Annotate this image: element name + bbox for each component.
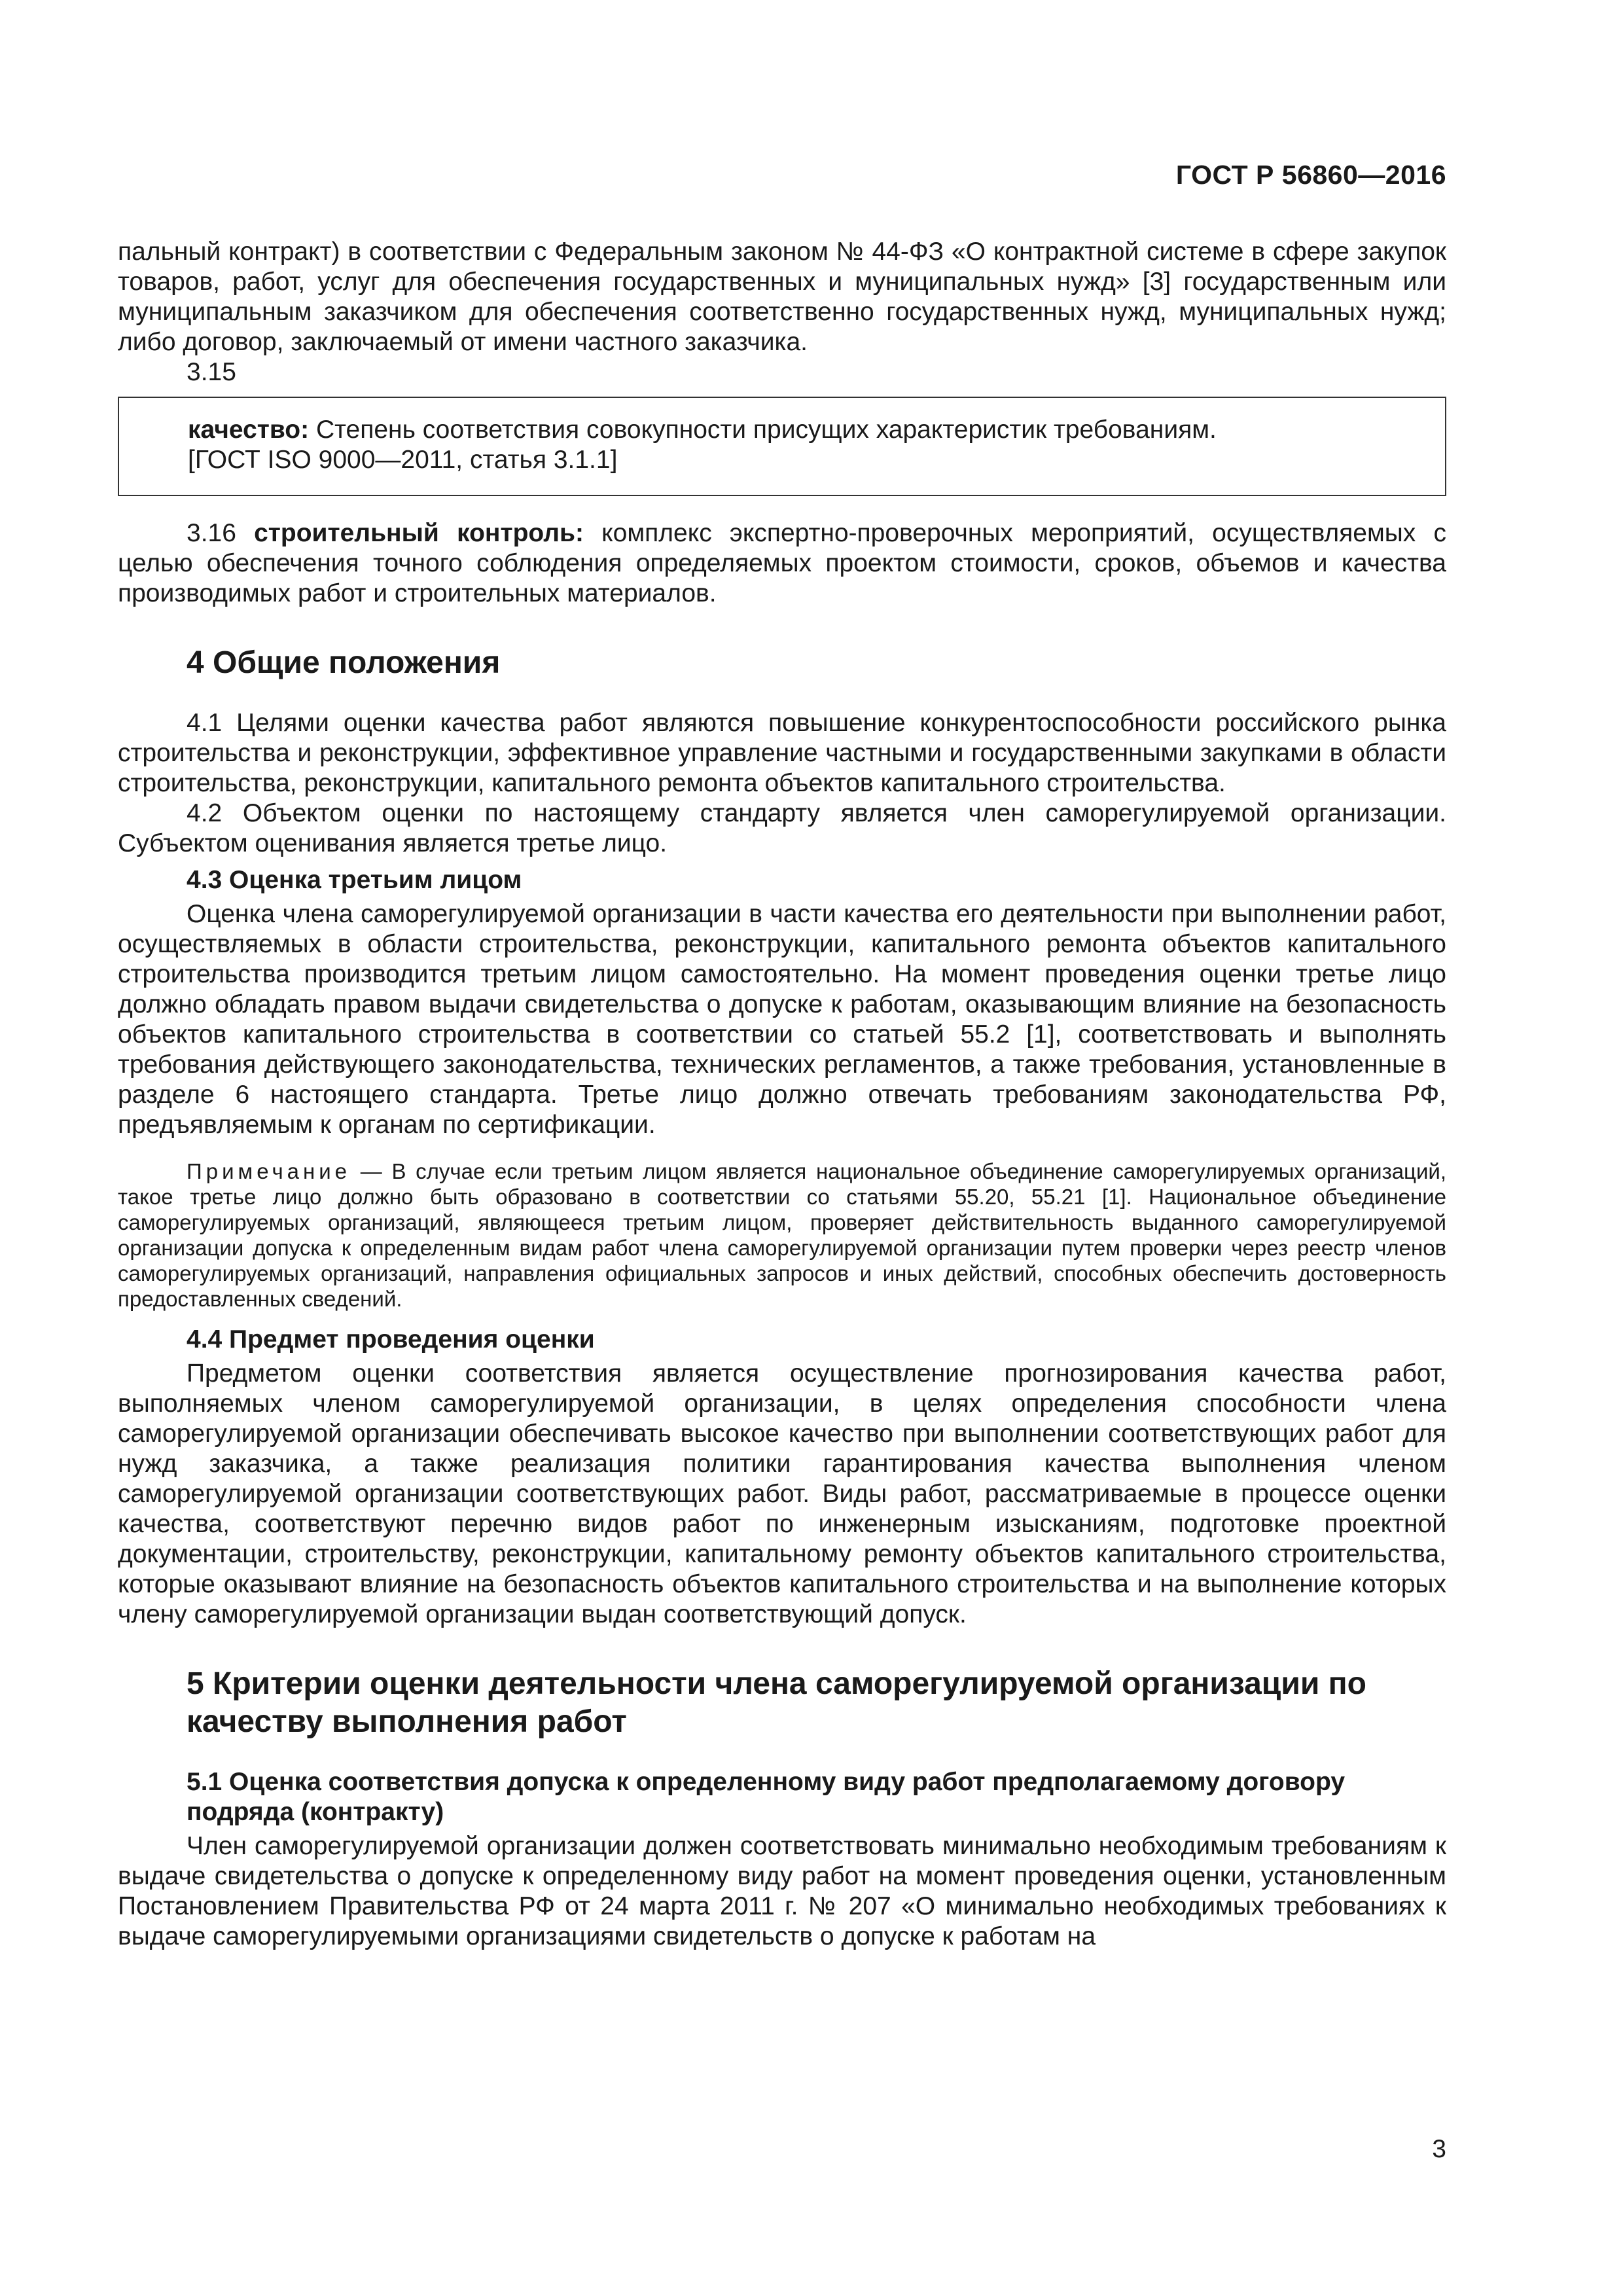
definition-box-3-15 — [118, 397, 1446, 496]
document-header-id: ГОСТ Р 56860—2016 — [1175, 160, 1446, 190]
definition-source: [ГОСТ ISO 9000—2011, статья 3.1.1] — [188, 446, 618, 474]
clause-4-1: 4.1 Целями оценки качества работ являются повышение конкурентоспособности российского рынка строительства и реконструкции, эффективное управление частными и государственными закупками в области строительства, реконструкции, капитального ремонта объектов капитального строительства. — [118, 709, 1446, 797]
clause-5-1-text: Член саморегулируемой организации должен соответствовать минимально необходимым требованиям к выдаче свидетельства о допуске к определенному виду работ на момент проведения оценки, установленным Постановлением Правительства РФ от 24 марта 2011 г. № 207 «О минимально необходимых требованиях к выдаче саморегулируемыми организациями свидетельств о допуске к работам на — [118, 1832, 1446, 1950]
clause-text: комплекс экспертно-проверочных мероприятий, осуществляемых с целью обеспечения точного соблюдения определяемых проектом стоимости, сроков, объемов и качества производимых работ и строительных материалов. — [118, 519, 1446, 607]
clause-number: 3.16 — [187, 519, 255, 547]
page-number: 3 — [1432, 2135, 1446, 2163]
section-5-heading: 5 Критерии оценки деятельности члена саморегулируемой организации по качеству выполнения работ — [187, 1666, 1366, 1739]
clause-4-4-text: Предметом оценки соответствия является осуществление прогнозирования качества работ, выполняемых членом саморегулируемой организации, в целях определения способности члена саморегулируемой организации обеспечивать высокое качество при выполнении соответствующих работ для нужд заказчика, а также реализация политики гарантирования качества выполнения членом саморегулируемой организации соответствующих работ. Виды работ, рассматриваемые в процессе оценки качества, соответствуют перечню видов работ по инженерным изысканиям, подготовке проектной документации, строительству, реконструкции, капитальному ремонту объектов капитального строительства, которые оказывают влияние на безопасность объектов капитального строительства и на выполнение которых члену саморегулируемой организации выдан соответствующий допуск. — [118, 1359, 1446, 1628]
clause-number-3-15: 3.15 — [187, 358, 236, 386]
definition-line — [188, 415, 1419, 445]
definition-text: Степень соответствия совокупности присущих характеристик требованиям. — [309, 416, 1217, 444]
definition-term: качество: — [188, 416, 310, 444]
note-label: Примечание — [187, 1159, 351, 1183]
page-content — [118, 237, 1446, 1952]
clause-3-16 — [118, 518, 1446, 609]
subsection-4-3-heading: 4.3 Оценка третьим лицом — [187, 866, 522, 894]
note-paragraph — [118, 1158, 1446, 1312]
clause-4-3-text: Оценка члена саморегулируемой организации в части качества его деятельности при выполнении работ, осуществляемых в области строительства, реконструкции, капитального ремонта объектов капитального строительства производится третьим лицом самостоятельно. На момент проведения оценки третье лицо должно обладать правом выдачи свидетельства о допуске к работам, оказывающим влияние на безопасность объектов капитального строительства в соответствии со статьей 55.2 [1], соответствовать и выполнять требования действующего законодательства, технических регламентов, а также требования, установленные в разделе 6 настоящего стандарта. Третье лицо должно отвечать требованиям законодательства РФ, предъявляемым к органам по сертификации. — [118, 900, 1446, 1139]
subsection-5-1-heading: 5.1 Оценка соответствия допуска к определенному виду работ предполагаемому договору подряда (контракту) — [187, 1768, 1346, 1826]
clause-term: строительный контроль: — [254, 519, 584, 547]
note-text: — В случае если третьим лицом является национальное объединение саморегулируемых организаций, такое третье лицо должно быть образовано в соответствии со статьями 55.20, 55.21 [1]. Национальное объединение саморегулируемых организаций, являющееся третьим лицом, проверяет действительность выданного саморегулируемой организации допуска к определенным видам работ члена саморегулируемой организации путем проверки через реестр членов саморегулируемых организаций, направления официальных запросов и иных действий, способных обеспечить достоверность предоставленных сведений. — [118, 1159, 1446, 1311]
section-4-heading: 4 Общие положения — [187, 645, 501, 680]
clause-4-2: 4.2 Объектом оценки по настоящему стандарту является член саморегулируемой организации. Субъектом оценивания является третье лицо. — [118, 799, 1446, 857]
subsection-4-4-heading: 4.4 Предмет проведения оценки — [187, 1325, 595, 1354]
paragraph-continued: пальный контракт) в соответствии с Федеральным законом № 44-ФЗ «О контрактной системе в сфере закупок товаров, работ, услуг для обеспечения государственных и муниципальных нужд» [3] государственным или муниципальным заказчиком для обеспечения соответственно государственных нужд, муниципальных нужд; либо договор, заключаемый от имени частного заказчика. — [118, 238, 1446, 356]
